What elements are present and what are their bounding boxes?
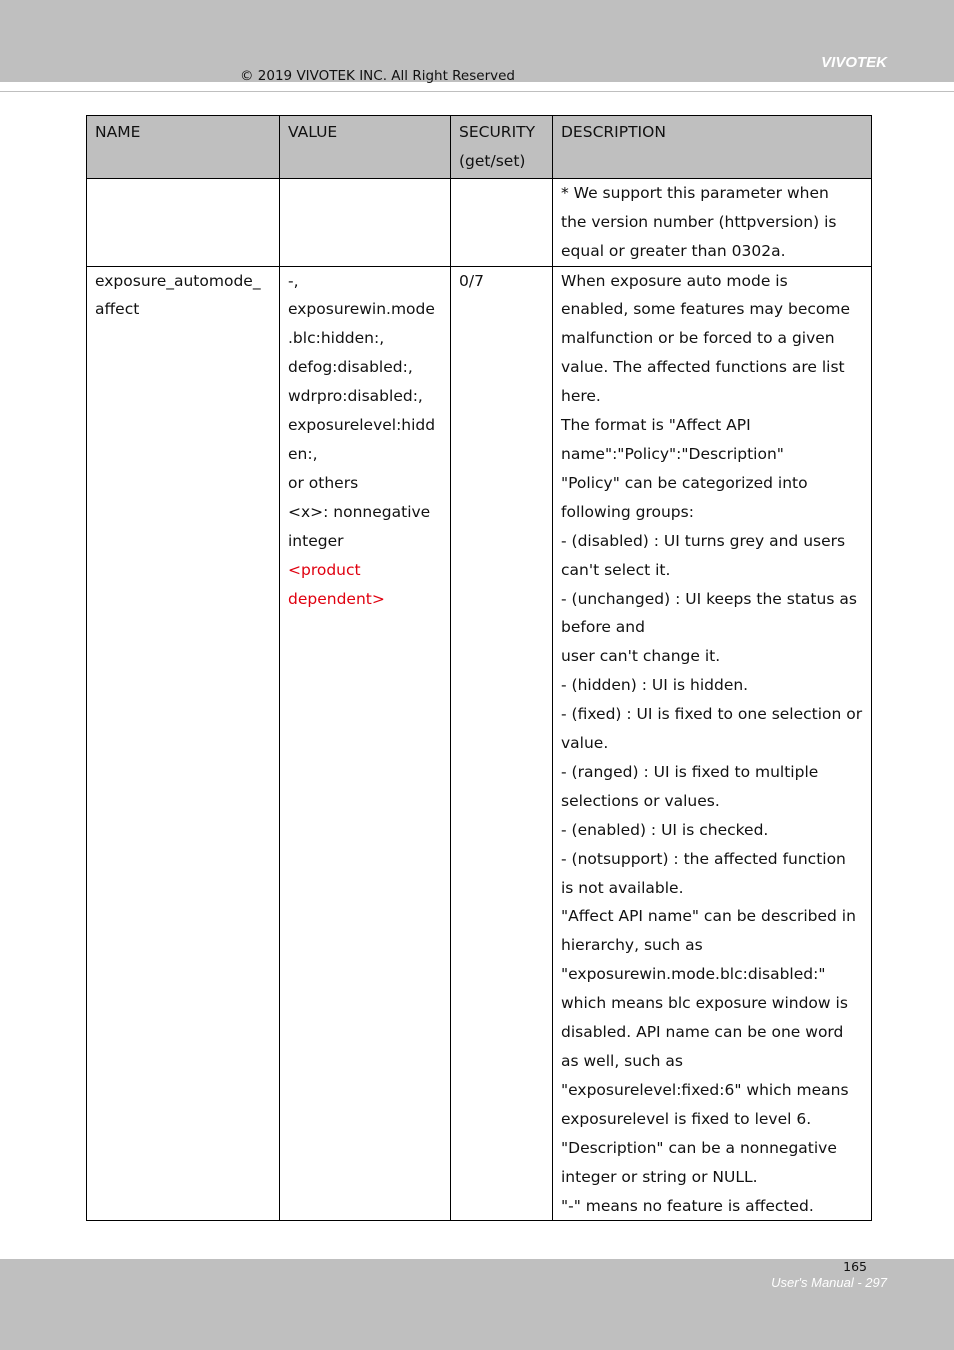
value-line: -, [288,271,299,290]
column-header-security-line1: SECURITY [459,123,536,141]
brand-logo: VIVOTEK [821,54,887,71]
description-line: When exposure auto mode is [561,271,788,290]
table-header-row [87,116,872,179]
value-line: defog:disabled:, [288,358,413,377]
description-line: malfunction or be forced to a given [561,329,835,348]
description-line: the version number (httpversion) is [561,212,837,231]
description-line: disabled. API name can be one word [561,1023,844,1042]
value-line: exposurelevel:hidd [288,416,436,435]
value-line: wdrpro:disabled:, [288,387,423,406]
description-line: "-" means no feature is affected. [561,1196,814,1215]
page-number: 165 [843,1259,867,1274]
cell-name [87,266,280,1221]
description-line: - (fixed) : UI is fixed to one selection or [561,705,863,724]
column-header-security-line2: (get/set) [459,151,526,170]
parameter-table [86,115,872,1221]
description-line: value. The affected functions are list [561,358,845,377]
copyright-notice: © 2019 VIVOTEK INC. All Right Reserved [240,68,515,84]
description-line: "exposurelevel:fixed:6" which means [561,1080,849,1099]
description-line: - (disabled) : UI turns grey and users [561,531,846,550]
cell-security [451,178,553,266]
table-row [87,266,872,1221]
description-line: which means blc exposure window is [561,994,848,1013]
description-line: "Policy" can be categorized into [561,473,808,492]
description-line: value. [561,734,609,753]
column-header-name: NAME [87,116,280,179]
value-line: .blc:hidden:, [288,329,385,348]
description-line: before and [561,618,645,637]
footer-band [0,1259,954,1350]
description-line: equal or greater than 0302a. [561,241,786,260]
description-line: here. [561,387,601,406]
description-line: exposurelevel is fixed to level 6. [561,1109,812,1128]
value-line: or others [288,473,359,492]
column-header-security [451,116,553,179]
value-line: integer [288,531,344,550]
description-line: - (hidden) : UI is hidden. [561,676,749,695]
cell-name [87,178,280,266]
product-dependent-note: dependent> [288,589,385,608]
description-line: hierarchy, such as [561,936,703,955]
cell-value [280,178,451,266]
description-line: can't select it. [561,560,671,579]
description-line: The format is "Affect API [561,416,751,435]
description-line: name":"Policy":"Description" [561,444,784,463]
manual-page-label: User's Manual - 297 [771,1275,887,1290]
product-dependent-note: <product [288,560,361,579]
description-line: "exposurewin.mode.blc:disabled:" [561,965,826,984]
column-header-description: DESCRIPTION [553,116,872,179]
cell-value [280,266,451,1221]
description-line: - (unchanged) : UI keeps the status as [561,589,857,608]
value-line: exposurewin.mode [288,300,435,319]
description-line: - (ranged) : UI is fixed to multiple [561,762,819,781]
description-line: "Description" can be a nonnegative [561,1138,837,1157]
description-line: - (enabled) : UI is checked. [561,820,769,839]
description-line: * We support this parameter when [561,183,829,202]
value-line: <x>: nonnegative [288,502,431,521]
cell-description [553,266,872,1221]
description-line: - (notsupport) : the affected function [561,849,846,868]
header-divider [0,91,954,92]
column-header-value: VALUE [280,116,451,179]
description-line: following groups: [561,502,694,521]
description-line: as well, such as [561,1052,683,1070]
value-line: en:, [288,444,318,463]
description-line: is not available. [561,878,684,897]
table-row [87,178,872,266]
description-line: "Affect API name" can be described in [561,907,856,926]
description-line: enabled, some features may become [561,300,851,319]
name-line: exposure_automode_ [95,271,261,290]
description-line: integer or string or NULL. [561,1167,758,1186]
cell-security: 0/7 [451,266,553,1221]
name-line: affect [95,300,140,319]
cell-description [553,178,872,266]
description-line: selections or values. [561,791,720,810]
description-line: user can't change it. [561,647,721,666]
